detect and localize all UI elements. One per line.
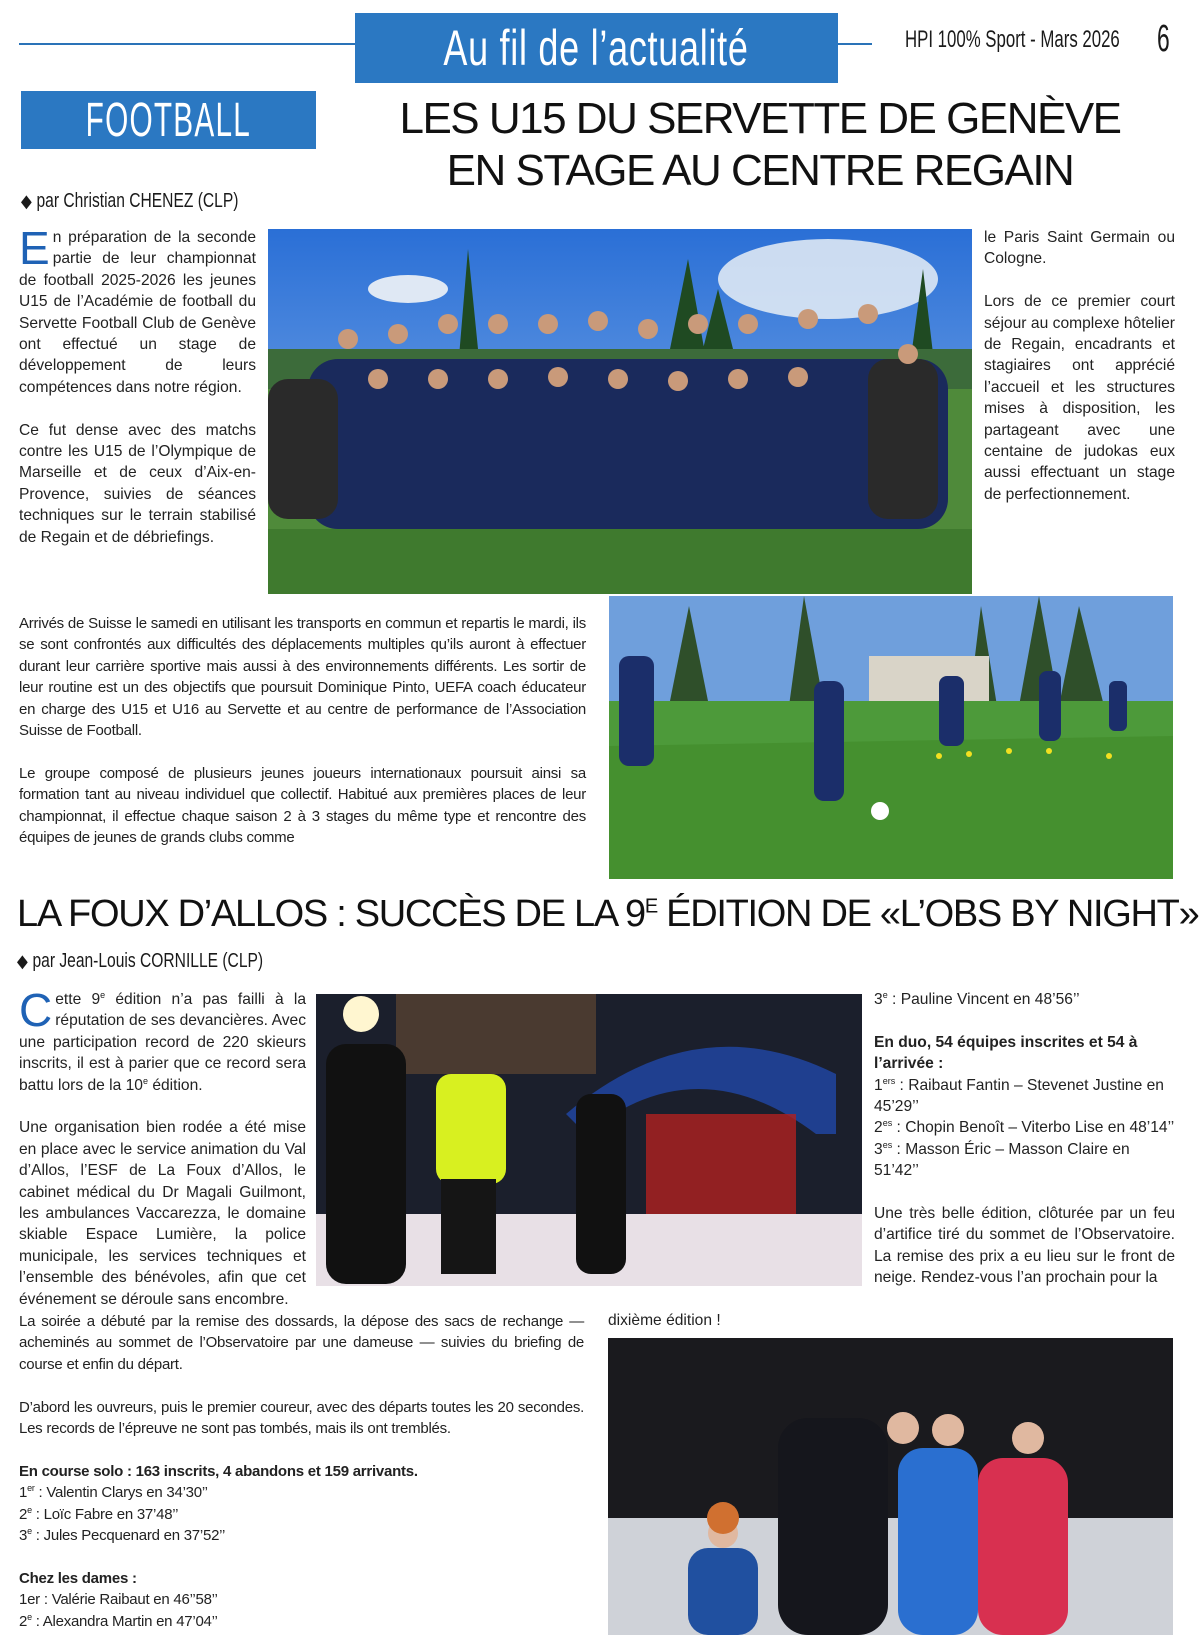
- result-text: : Masson Éric – Masson Claire en 51’42’’: [874, 1140, 1130, 1180]
- superscript: e: [142, 1075, 148, 1086]
- paragraph-text: ette 9: [55, 991, 101, 1008]
- byline-text: par Jean-Louis CORNILLE (CLP): [32, 950, 264, 972]
- paragraph-text: édition n’a pas failli à la réputation de ses devancières. Avec une participation record de 220 skieurs inscrits, il est à parier que ce record sera battu lors de la 10: [19, 991, 307, 1094]
- result-text: : Jules Pecquenard en 37’52’’: [31, 1527, 226, 1545]
- superscript: es: [882, 1139, 893, 1150]
- team-photo: [268, 229, 972, 594]
- superscript: e: [100, 989, 106, 1000]
- diamond-icon: ◆: [21, 191, 32, 211]
- paragraph-text: n préparation de la seconde partie de leur championnat de football 2025-2026 les jeunes U15 de l’Académie de football du Servette Football Club de Genève ont effectué un stage de développement de leurs compétences dans notre région.: [19, 229, 256, 396]
- superscript: er: [27, 1483, 35, 1494]
- rank: 3: [19, 1527, 28, 1545]
- rank: 1er: [19, 1591, 40, 1609]
- article2-paragraph-2: Une organisation bien rodée a été mise en place avec le service animation du Val d’Allos, l’ESF de La Foux d’Allos, le cabinet médical du Dr Magali Guilmont, les ambulances Vaccarezza, le domaine skiable Espace Lumière, la police municipale, les services techniques et l’ensemble des bénévoles, afin que cet événement se déroule sans encombre.: [19, 1119, 306, 1308]
- article1-paragraph-6: Lors de ce premier court séjour au complexe hôtelier de Regain, encadrants et stagiaires ont apprécié l’accueil et les structures mises à disposition, les partageant avec une centaine de judokas eux aussi effectuant un stage de perfectionnement.: [984, 293, 1175, 503]
- rank: 1: [874, 1076, 883, 1094]
- drop-cap: E: [19, 222, 50, 274]
- duo-heading: En duo, 54 équipes inscrites et 54 à l’arrivée :: [874, 1033, 1138, 1073]
- section-title-box: [355, 13, 838, 83]
- result-row: [874, 989, 1175, 1010]
- article1-paragraph-4: Le groupe composé de plusieurs jeunes joueurs internationaux poursuit ainsi sa formation tant au niveau individuel que collectif. Habitué aux premières places de leur championnat, il effectue chaque saison 2 à 3 stages du même type et rencontre des équipes de jeunes de grands clubs comme: [19, 764, 586, 847]
- byline-text: par Christian CHENEZ (CLP): [36, 190, 239, 212]
- dames-heading: Chez les dames :: [19, 1569, 137, 1587]
- article1-paragraph-5: le Paris Saint Germain ou Cologne.: [984, 229, 1175, 268]
- result-text: : Pauline Vincent en 48’56’’: [887, 991, 1080, 1008]
- superscript: e: [27, 1526, 32, 1537]
- header-rule-left: [19, 43, 359, 45]
- article2-paragraph-3: La soirée a débuté par la remise des dossards, la dépose des sacs de rechange — acheminés au sommet de l’Observatoire par une dameuse — suivies du briefing de course et enfin du départ.: [19, 1313, 584, 1373]
- result-row: [874, 1075, 1175, 1118]
- page-number: 6: [1157, 18, 1170, 60]
- result-row: [19, 1525, 584, 1546]
- article1-byline: [21, 190, 238, 213]
- result-row: [19, 1504, 584, 1525]
- result-row: [19, 1589, 584, 1610]
- article2-paragraph-1: [19, 984, 307, 1096]
- paragraph-text: édition.: [147, 1076, 203, 1094]
- article1-title-line2: EN STAGE AU CENTRE REGAIN: [446, 146, 1074, 195]
- superscript: e: [27, 1611, 32, 1622]
- article1-title-line1: LES U15 DU SERVETTE DE GENÈVE: [399, 94, 1121, 143]
- article1-paragraph-3: Arrivés de Suisse le samedi en utilisant les transports en commun et repartis le mardi, ils se sont confrontés aux difficultés des déplacements multiples qu’ils auront à effectuer durant leur carrière sportive mais aussi à des environnements différents. Les sortir de leur routine est un des objectifs que poursuit Dominique Pinto, UEFA coach éducateur en charge des U15 et U16 au Servette et au centre de performance de l’Association Suisse de Football.: [19, 615, 586, 740]
- article2-paragraph-4: D’abord les ouvreurs, puis le premier coureur, avec des départs toutes les 20 secondes. Les records de l’épreuve ne sont pas tombés, mais ils ont tremblés.: [19, 1398, 584, 1438]
- result-text: : Valentin Clarys en 34’30’’: [34, 1484, 208, 1502]
- article2-paragraph-5-end: dixième édition !: [608, 1312, 721, 1329]
- category-label: FOOTBALL: [85, 93, 252, 147]
- title-part: LA FOUX D’ALLOS : SUCCÈS DE LA 9: [17, 893, 645, 935]
- article2-wide-col: [19, 1311, 584, 1632]
- rank: 1: [19, 1484, 28, 1502]
- issue-label: HPI 100% Sport - Mars 2026: [905, 26, 1120, 53]
- superscript: es: [882, 1118, 893, 1129]
- training-photo: [609, 596, 1173, 879]
- rank: 2: [874, 1119, 883, 1137]
- article1-col1: [19, 222, 256, 569]
- podium-photo: [608, 1338, 1173, 1635]
- article1-col3: [984, 227, 1175, 527]
- header-rule-right: [836, 43, 872, 45]
- rank: 3: [874, 1140, 883, 1158]
- article2-byline: [17, 950, 263, 973]
- result-text: : Raibaut Fantin – Stevenet Justine en 45’29’’: [874, 1076, 1164, 1116]
- article2-paragraph-5: Une très belle édition, clôturée par un feu d’artifice tiré du sommet de l’Observatoire. La remise des prix a eu lieu sur le front de neige. Rendez-vous l’an prochain pour la: [874, 1205, 1175, 1287]
- article1-paragraph-1: [19, 222, 256, 398]
- result-text: : Loïc Fabre en 37’48’’: [31, 1505, 179, 1523]
- result-text: : Valérie Raibaut en 46’’58’’: [39, 1591, 218, 1609]
- article2-col1: [19, 984, 307, 1310]
- result-text: : Alexandra Martin en 47’04’’: [31, 1612, 218, 1630]
- title-part: ÉDITION DE «L’OBS BY NIGHT»: [656, 893, 1199, 935]
- article1-paragraph-2: Ce fut dense avec des matchs contre les U15 de l’Olympique de Marseille et de ceux d’Aix-en-Provence, suivies de séances techniques sur le terrain stabilisé de Regain et de débriefings.: [19, 421, 256, 546]
- article1-wide-col: [19, 613, 586, 870]
- rank: 2: [19, 1612, 28, 1630]
- title-superscript: E: [644, 895, 657, 918]
- result-row: [874, 1117, 1175, 1138]
- article1-title: [330, 93, 1190, 197]
- rank: 3: [874, 991, 883, 1008]
- rank: 2: [19, 1505, 28, 1523]
- article2-col3: [874, 989, 1175, 1289]
- section-title: Au fil de l’actualité: [443, 20, 750, 76]
- diamond-icon: ◆: [17, 951, 28, 971]
- result-row: [19, 1611, 584, 1632]
- superscript: e: [882, 989, 888, 1000]
- drop-cap: C: [19, 984, 53, 1036]
- result-text: : Chopin Benoît – Viterbo Lise en 48’14’’: [892, 1119, 1175, 1137]
- solo-heading: En course solo : 163 inscrits, 4 abandons et 159 arrivants.: [19, 1462, 418, 1480]
- night-race-photo: [316, 994, 862, 1286]
- category-box: [21, 91, 316, 149]
- result-row: [19, 1482, 584, 1503]
- result-row: [874, 1139, 1175, 1182]
- superscript: e: [27, 1504, 32, 1515]
- superscript: ers: [882, 1075, 896, 1086]
- article2-title: [17, 893, 1198, 936]
